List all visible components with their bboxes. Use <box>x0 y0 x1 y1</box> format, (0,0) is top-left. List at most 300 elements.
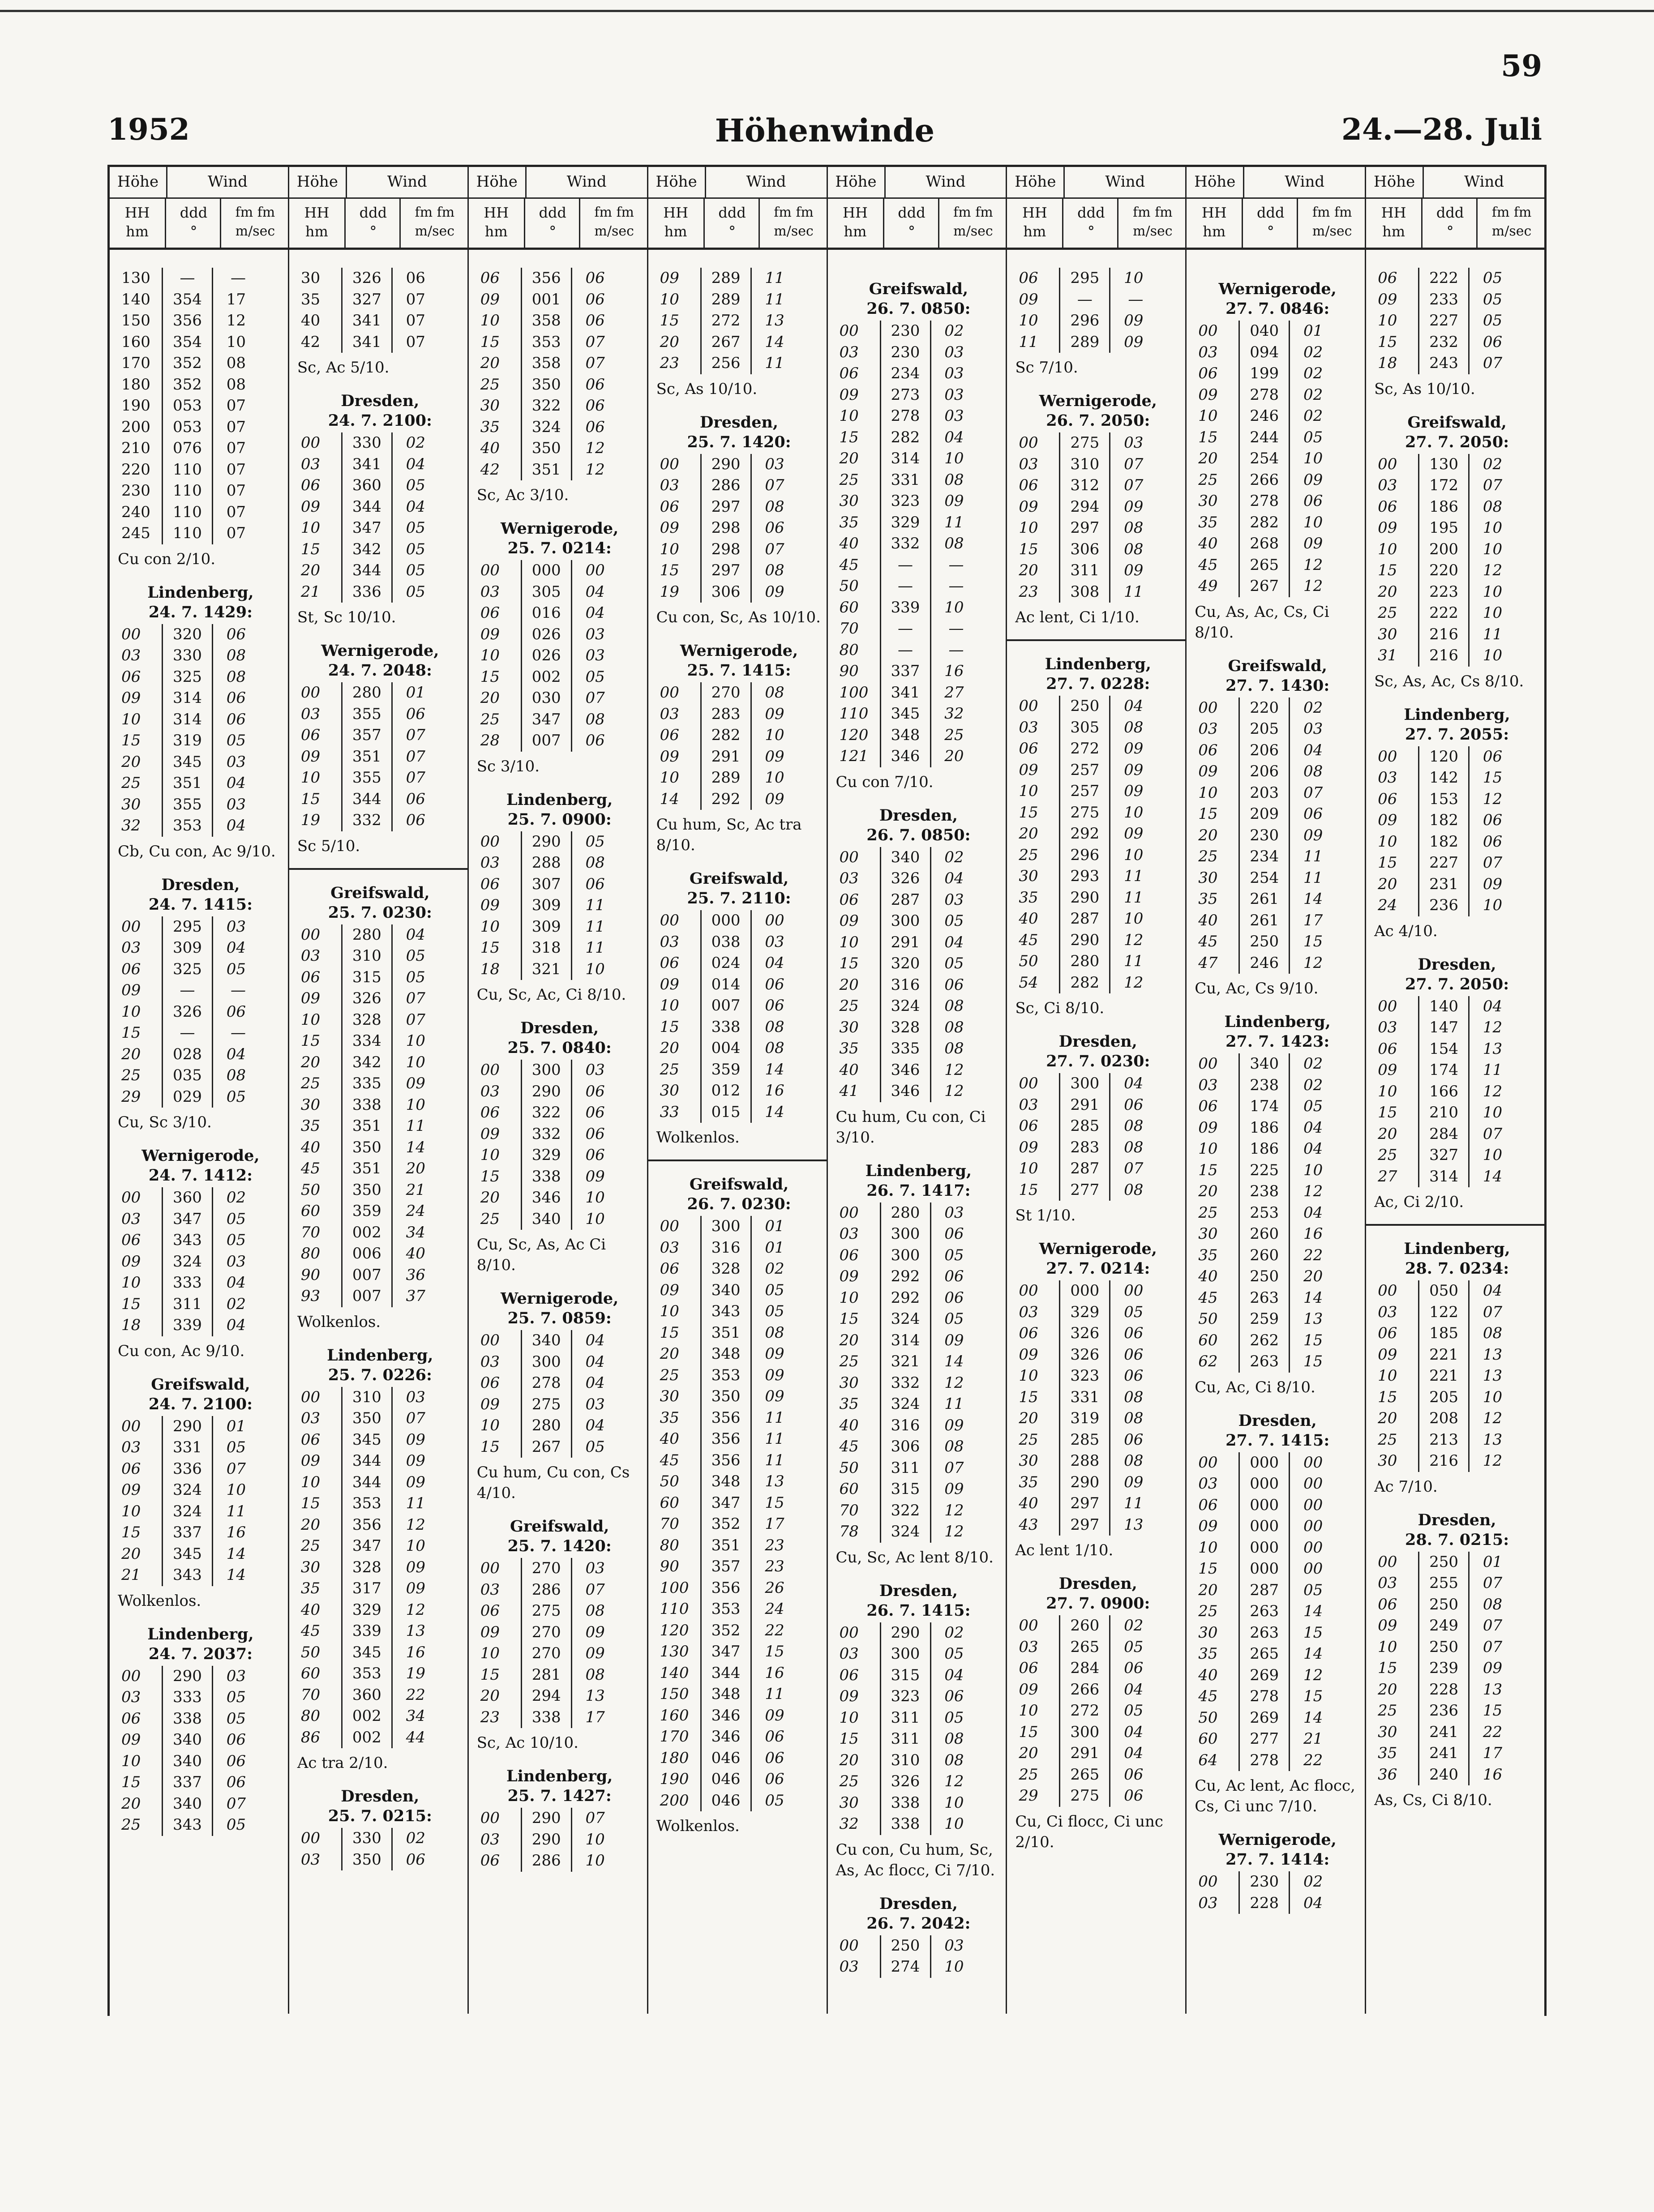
speed-value: 06 <box>1109 1429 1145 1451</box>
direction-value: 002 <box>521 667 571 688</box>
speed-value: 04 <box>1109 1743 1145 1764</box>
direction-value: 354 <box>162 332 212 353</box>
speed-value: 09 <box>1109 310 1145 332</box>
height-value: 35 <box>839 513 859 531</box>
observation-date: 26. 7. 1417: <box>866 1181 971 1200</box>
direction-value: 340 <box>521 1209 571 1230</box>
height-value: 15 <box>121 1773 141 1791</box>
direction-value: 270 <box>521 1643 571 1664</box>
observation-block <box>297 1346 463 1774</box>
speed-value: 03 <box>212 916 248 938</box>
height-value: 03 <box>1378 1303 1397 1321</box>
speed-value: 26 <box>750 1578 786 1599</box>
speed-value: 02 <box>1289 697 1324 719</box>
height-value: 23 <box>1019 582 1038 601</box>
height-value: 70 <box>839 620 859 638</box>
header-ddd-label: ddd <box>539 204 566 221</box>
direction-value: 351 <box>341 746 391 768</box>
speed-value: 22 <box>1289 1750 1324 1771</box>
direction-value: 280 <box>341 682 391 704</box>
observation-block <box>477 268 643 505</box>
observation-date: 25. 7. 0214: <box>507 539 612 557</box>
height-value: 50 <box>1198 1310 1218 1328</box>
direction-value: 311 <box>162 1294 212 1315</box>
speed-value: 04 <box>212 1272 248 1294</box>
cloud-note: Sc 5/10. <box>297 837 360 855</box>
speed-value: 12 <box>930 1373 966 1394</box>
direction-value: 275 <box>521 1600 571 1622</box>
height-value: 10 <box>839 1708 859 1727</box>
speed-value: 09 <box>1109 823 1145 845</box>
speed-value: 11 <box>750 1429 786 1450</box>
height-value: 09 <box>121 689 141 707</box>
height-value: 25 <box>1019 1765 1038 1784</box>
speed-value: 07 <box>391 1408 427 1429</box>
speed-value: 10 <box>1289 448 1324 470</box>
direction-value: 355 <box>341 704 391 725</box>
speed-value: 09 <box>571 1643 607 1664</box>
speed-value: 10 <box>930 1814 966 1835</box>
speed-value: 05 <box>571 667 607 688</box>
cloud-note: Cu, Sc, Ac lent 8/10. <box>836 1548 994 1566</box>
speed-value: 23 <box>750 1535 786 1557</box>
wind-rows <box>480 560 643 752</box>
cloud-note: Sc, As 10/10. <box>1374 380 1475 398</box>
height-value: 15 <box>121 732 141 749</box>
observation-date: 25. 7. 1415: <box>687 661 791 680</box>
speed-value: 09 <box>1109 560 1145 582</box>
station-name: Greifswald, <box>689 869 789 888</box>
speed-value: 05 <box>1109 1637 1145 1658</box>
speed-value: 12 <box>1289 1665 1324 1686</box>
speed-value: — <box>930 640 966 661</box>
direction-value: 314 <box>880 1330 930 1352</box>
direction-value: 310 <box>341 946 391 967</box>
observation-date: 26. 7. 0850: <box>866 299 971 318</box>
speed-value: 23 <box>750 1556 786 1578</box>
height-value: 06 <box>300 726 321 744</box>
cloud-note: Ac, Ci 2/10. <box>1374 1193 1464 1211</box>
speed-value: 10 <box>1468 518 1504 539</box>
direction-value: 266 <box>1238 470 1289 491</box>
speed-value: 12 <box>930 1060 966 1081</box>
wind-rows <box>1198 697 1360 974</box>
height-value: 03 <box>1019 1303 1038 1321</box>
header-degree-unit: ° <box>549 223 557 240</box>
speed-value: 02 <box>1109 1615 1145 1637</box>
speed-value: 11 <box>1289 868 1324 889</box>
speed-value: 15 <box>1289 1351 1324 1373</box>
observation-block <box>1015 1032 1181 1226</box>
height-value: 15 <box>1378 1104 1397 1121</box>
wind-rows <box>301 1387 463 1749</box>
direction-value: 195 <box>1418 518 1468 539</box>
direction-value: 267 <box>1238 576 1289 597</box>
direction-value: 277 <box>1238 1729 1289 1750</box>
direction-value: 260 <box>1238 1224 1289 1245</box>
direction-value: 329 <box>341 1600 391 1621</box>
direction-value: 046 <box>700 1748 750 1769</box>
speed-value: 07 <box>1468 1615 1504 1637</box>
column-header <box>828 167 1007 248</box>
header-hh-label: HH <box>124 204 150 221</box>
height-value: 10 <box>480 917 500 936</box>
direction-value: 000 <box>1238 1516 1289 1537</box>
height-value: 10 <box>1019 1367 1038 1385</box>
observation-block <box>118 1375 283 1611</box>
height-value: 03 <box>1019 1095 1038 1114</box>
observation-block <box>118 1146 283 1361</box>
direction-value: 314 <box>162 709 212 731</box>
speed-value: 08 <box>571 1600 607 1622</box>
speed-value: 01 <box>1468 1552 1504 1573</box>
direction-value: 265 <box>1059 1764 1109 1786</box>
speed-value: 44 <box>391 1727 427 1749</box>
station-name: Greifswald, <box>1407 413 1507 432</box>
direction-value: 327 <box>341 289 391 311</box>
speed-value: 07 <box>391 725 427 746</box>
header-ddd <box>347 199 401 248</box>
header-fm <box>1120 199 1185 248</box>
direction-value: 291 <box>880 932 930 954</box>
height-value: 00 <box>1198 698 1218 717</box>
direction-value: 280 <box>521 1415 571 1437</box>
direction-value: 290 <box>521 1829 571 1851</box>
speed-value: 11 <box>750 1408 786 1429</box>
direction-value: 326 <box>1059 1323 1109 1344</box>
cloud-note: Cu hum, Sc, Ac tra 8/10. <box>656 816 802 854</box>
direction-value: 319 <box>162 730 212 752</box>
direction-value: 315 <box>880 1665 930 1686</box>
direction-value: 334 <box>341 1031 391 1052</box>
station-heading <box>118 1146 283 1185</box>
direction-value: 209 <box>1238 804 1289 825</box>
direction-value: 241 <box>1418 1722 1468 1743</box>
speed-value: 06 <box>212 1751 248 1772</box>
direction-value: 340 <box>162 1751 212 1772</box>
station-heading <box>118 1375 283 1414</box>
height-value: 21 <box>300 582 321 601</box>
direction-value: 222 <box>1418 603 1468 624</box>
station-heading <box>118 583 283 622</box>
speed-value: 08 <box>930 1017 966 1039</box>
speed-value: 02 <box>1289 1075 1324 1096</box>
direction-value: 356 <box>700 1408 750 1429</box>
height-value: 20 <box>300 1053 321 1071</box>
direction-value: 002 <box>341 1706 391 1727</box>
direction-value: 333 <box>162 1687 212 1708</box>
header-ddd-label: ddd <box>718 204 746 221</box>
height-value: 10 <box>480 312 500 329</box>
height-value: 03 <box>480 1352 500 1371</box>
speed-value: 37 <box>391 1286 427 1307</box>
direction-value: 358 <box>521 353 571 374</box>
speed-value: 03 <box>930 363 966 385</box>
observation-date: 25. 7. 0900: <box>507 810 612 829</box>
direction-value: 316 <box>880 1415 930 1437</box>
header-fm <box>941 199 1006 248</box>
height-value: 10 <box>480 1644 500 1662</box>
height-value: 24 <box>1378 896 1397 914</box>
observation-block <box>297 641 463 870</box>
wind-rows <box>301 268 463 353</box>
data-column <box>1007 250 1187 2014</box>
height-value: 50 <box>660 1472 679 1490</box>
height-value: 06 <box>480 1602 500 1620</box>
direction-value: 331 <box>1059 1387 1109 1408</box>
speed-value: 07 <box>1109 454 1145 475</box>
observation-block <box>297 391 463 628</box>
speed-value: 20 <box>1289 1266 1324 1288</box>
speed-value: 08 <box>212 374 248 396</box>
speed-value: 12 <box>1289 576 1324 597</box>
height-value: 30 <box>1378 625 1397 643</box>
cloud-note: Sc, Ac 10/10. <box>476 1734 578 1752</box>
speed-value: 05 <box>930 1309 966 1330</box>
direction-value: 300 <box>1059 1073 1109 1095</box>
speed-value: 00 <box>1289 1516 1324 1537</box>
station-heading <box>1195 1012 1360 1052</box>
station-heading <box>118 1625 283 1664</box>
direction-value: 300 <box>521 1352 571 1373</box>
header-fm-label: fm fm <box>953 205 993 220</box>
height-value: 10 <box>121 1002 141 1021</box>
height-value: 150 <box>121 312 150 329</box>
height-value: 10 <box>1019 312 1038 329</box>
cloud-note: Cu, Ac lent, Ac flocc, Cs, Ci unc 7/10. <box>1195 1777 1355 1815</box>
speed-value: 16 <box>1289 1224 1324 1245</box>
direction-value: 278 <box>1238 491 1289 512</box>
wind-rows <box>121 624 283 837</box>
direction-value: 345 <box>162 1544 212 1565</box>
station-heading <box>836 1161 1002 1201</box>
height-value: 10 <box>1378 832 1397 851</box>
header-fm <box>223 199 288 248</box>
direction-value: 351 <box>700 1535 750 1557</box>
height-value: 06 <box>121 667 141 686</box>
cloud-note: As, Cs, Ci 8/10. <box>1374 1791 1492 1809</box>
header-msec-unit: m/sec <box>415 223 455 239</box>
height-value: 10 <box>1378 312 1397 329</box>
header-hh-label: HH <box>304 204 330 221</box>
speed-value: 09 <box>750 746 786 768</box>
speed-value: 04 <box>1109 696 1145 717</box>
height-value: 62 <box>1198 1352 1218 1370</box>
header-msec-unit: m/sec <box>594 223 634 239</box>
speed-value: 06 <box>750 518 786 539</box>
observation-block <box>656 869 822 1161</box>
direction-value: 308 <box>1059 582 1109 603</box>
height-value: 35 <box>300 290 321 308</box>
height-value: 06 <box>480 1374 500 1392</box>
height-value: 15 <box>480 1167 500 1185</box>
direction-value: 346 <box>880 1081 930 1102</box>
speed-value: 13 <box>1468 1429 1504 1451</box>
direction-value: 320 <box>162 624 212 646</box>
header-hm-unit: hm <box>1203 223 1226 240</box>
direction-value: 250 <box>1418 1637 1468 1658</box>
speed-value: 05 <box>212 1209 248 1230</box>
speed-value: 03 <box>212 752 248 773</box>
cloud-note: Sc, As, Ac, Cs 8/10. <box>1374 672 1524 690</box>
header-hh <box>828 199 884 248</box>
height-value: 90 <box>660 1557 679 1575</box>
header-ddd <box>527 199 580 248</box>
height-value: 40 <box>300 312 321 329</box>
station-heading <box>1374 1510 1540 1550</box>
direction-value: 322 <box>521 395 571 417</box>
height-value: 20 <box>121 1545 141 1563</box>
direction-value: 311 <box>880 1458 930 1479</box>
height-value: 60 <box>1198 1730 1218 1748</box>
height-value: 06 <box>480 1104 500 1121</box>
speed-value: 09 <box>391 1073 427 1095</box>
direction-value: 282 <box>1059 972 1109 994</box>
height-value: 20 <box>480 1687 500 1705</box>
height-value: 03 <box>480 1082 500 1100</box>
speed-value: 10 <box>930 1793 966 1814</box>
height-value: 15 <box>1198 1560 1218 1578</box>
height-value: 03 <box>660 476 679 494</box>
speed-value: 00 <box>1289 1537 1324 1559</box>
direction-value: 316 <box>700 1237 750 1259</box>
height-value: 00 <box>1019 1074 1038 1092</box>
height-value: 03 <box>121 1438 141 1456</box>
speed-value: 06 <box>571 289 607 311</box>
cloud-note: Wolkenlos. <box>656 1129 740 1147</box>
speed-value: 22 <box>1289 1245 1324 1266</box>
direction-value: 174 <box>1238 1096 1289 1117</box>
direction-value: 326 <box>880 868 930 890</box>
cloud-note: Wolkenlos. <box>656 1817 740 1835</box>
observation-block <box>477 790 643 1005</box>
height-value: 35 <box>300 1117 321 1135</box>
height-value: 15 <box>480 939 500 957</box>
wind-rows <box>480 831 643 980</box>
speed-value: 11 <box>1109 951 1145 972</box>
header-msec-unit: m/sec <box>953 223 993 239</box>
speed-value: 11 <box>930 1394 966 1415</box>
direction-value: 261 <box>1238 910 1289 932</box>
height-value: 25 <box>839 471 859 489</box>
speed-value: 12 <box>571 459 607 481</box>
height-value: 03 <box>1378 769 1397 787</box>
direction-value: 330 <box>341 1828 391 1849</box>
speed-value: — <box>212 980 248 1001</box>
header-degree-unit: ° <box>1087 223 1095 240</box>
cloud-note: Cu con, Cu hum, Sc, As, Ac flocc, Ci 7/10. <box>836 1840 995 1879</box>
speed-value: 04 <box>1109 1073 1145 1095</box>
speed-value: 06 <box>571 730 607 752</box>
direction-value: 326 <box>341 988 391 1010</box>
speed-value: 12 <box>1289 953 1324 974</box>
height-value: 09 <box>1019 1345 1038 1364</box>
height-value: 30 <box>1198 1623 1218 1642</box>
direction-value: 344 <box>341 1450 391 1472</box>
cloud-note: Ac lent, Ci 1/10. <box>1015 608 1140 626</box>
direction-value: 329 <box>1059 1302 1109 1323</box>
speed-value: 15 <box>1468 767 1504 789</box>
speed-value: 08 <box>571 852 607 874</box>
speed-value: 11 <box>750 353 786 374</box>
direction-value: 220 <box>1418 560 1468 582</box>
speed-value: 07 <box>391 310 427 332</box>
header-ddd <box>1424 199 1478 248</box>
direction-value: 348 <box>700 1471 750 1493</box>
cloud-note: Cu hum, Cu con, Cs 4/10. <box>476 1463 630 1502</box>
speed-value: 06 <box>1109 1095 1145 1116</box>
speed-value: 12 <box>571 438 607 459</box>
speed-value: 02 <box>212 1294 248 1315</box>
height-value: 15 <box>300 540 321 558</box>
height-value: 25 <box>1378 1702 1397 1720</box>
height-value: 09 <box>1378 1061 1397 1079</box>
speed-value: 10 <box>1109 268 1145 289</box>
header-ddd <box>706 199 760 248</box>
station-heading <box>297 641 463 680</box>
station-heading <box>1374 705 1540 744</box>
observation-date: 27. 7. 2055: <box>1405 725 1509 744</box>
speed-value: 02 <box>930 847 966 869</box>
direction-value: 050 <box>1418 1280 1468 1302</box>
direction-value: 321 <box>880 1351 930 1373</box>
wind-rows <box>660 268 822 374</box>
speed-value: 08 <box>1289 761 1324 783</box>
speed-value: 04 <box>750 953 786 974</box>
speed-value: 08 <box>1109 1180 1145 1201</box>
height-value: 40 <box>660 1430 679 1448</box>
speed-value: 07 <box>750 539 786 560</box>
direction-value: 254 <box>1238 868 1289 889</box>
observation-block <box>1015 391 1181 641</box>
height-value: 110 <box>839 705 869 723</box>
height-value: 60 <box>839 598 859 616</box>
direction-value: 306 <box>1059 539 1109 560</box>
height-value: 15 <box>1198 1161 1218 1179</box>
direction-value: 314 <box>162 688 212 709</box>
wind-rows <box>1378 268 1540 374</box>
height-value: 25 <box>121 774 141 792</box>
speed-value: 06 <box>571 1124 607 1145</box>
station-heading <box>1015 1574 1181 1613</box>
station-name: Greifswald, <box>151 1375 250 1394</box>
direction-value: 220 <box>1238 697 1289 719</box>
observation-date: 27. 7. 1415: <box>1226 1431 1330 1450</box>
direction-value: 326 <box>1059 1344 1109 1366</box>
direction-value: 290 <box>521 831 571 853</box>
direction-value: 280 <box>341 924 391 946</box>
speed-value: 10 <box>391 1031 427 1052</box>
speed-value: 06 <box>1109 1785 1145 1807</box>
direction-value: 249 <box>1418 1615 1468 1637</box>
height-value: 15 <box>121 1024 141 1042</box>
direction-value: 290 <box>1059 887 1109 909</box>
header-msec-unit: m/sec <box>1133 223 1173 239</box>
direction-value: 266 <box>1059 1679 1109 1701</box>
height-value: 40 <box>300 1138 321 1156</box>
direction-value: 294 <box>521 1686 571 1707</box>
height-value: 45 <box>839 556 859 574</box>
direction-value: 347 <box>700 1493 750 1514</box>
height-value: 45 <box>1198 1288 1218 1307</box>
height-value: 200 <box>660 1791 689 1810</box>
direction-value: 288 <box>521 852 571 874</box>
height-value: 20 <box>1378 582 1397 601</box>
direction-value: 344 <box>341 496 391 518</box>
height-value: 40 <box>839 1061 859 1079</box>
height-value: 100 <box>839 683 869 702</box>
direction-value: 230 <box>1238 825 1289 847</box>
